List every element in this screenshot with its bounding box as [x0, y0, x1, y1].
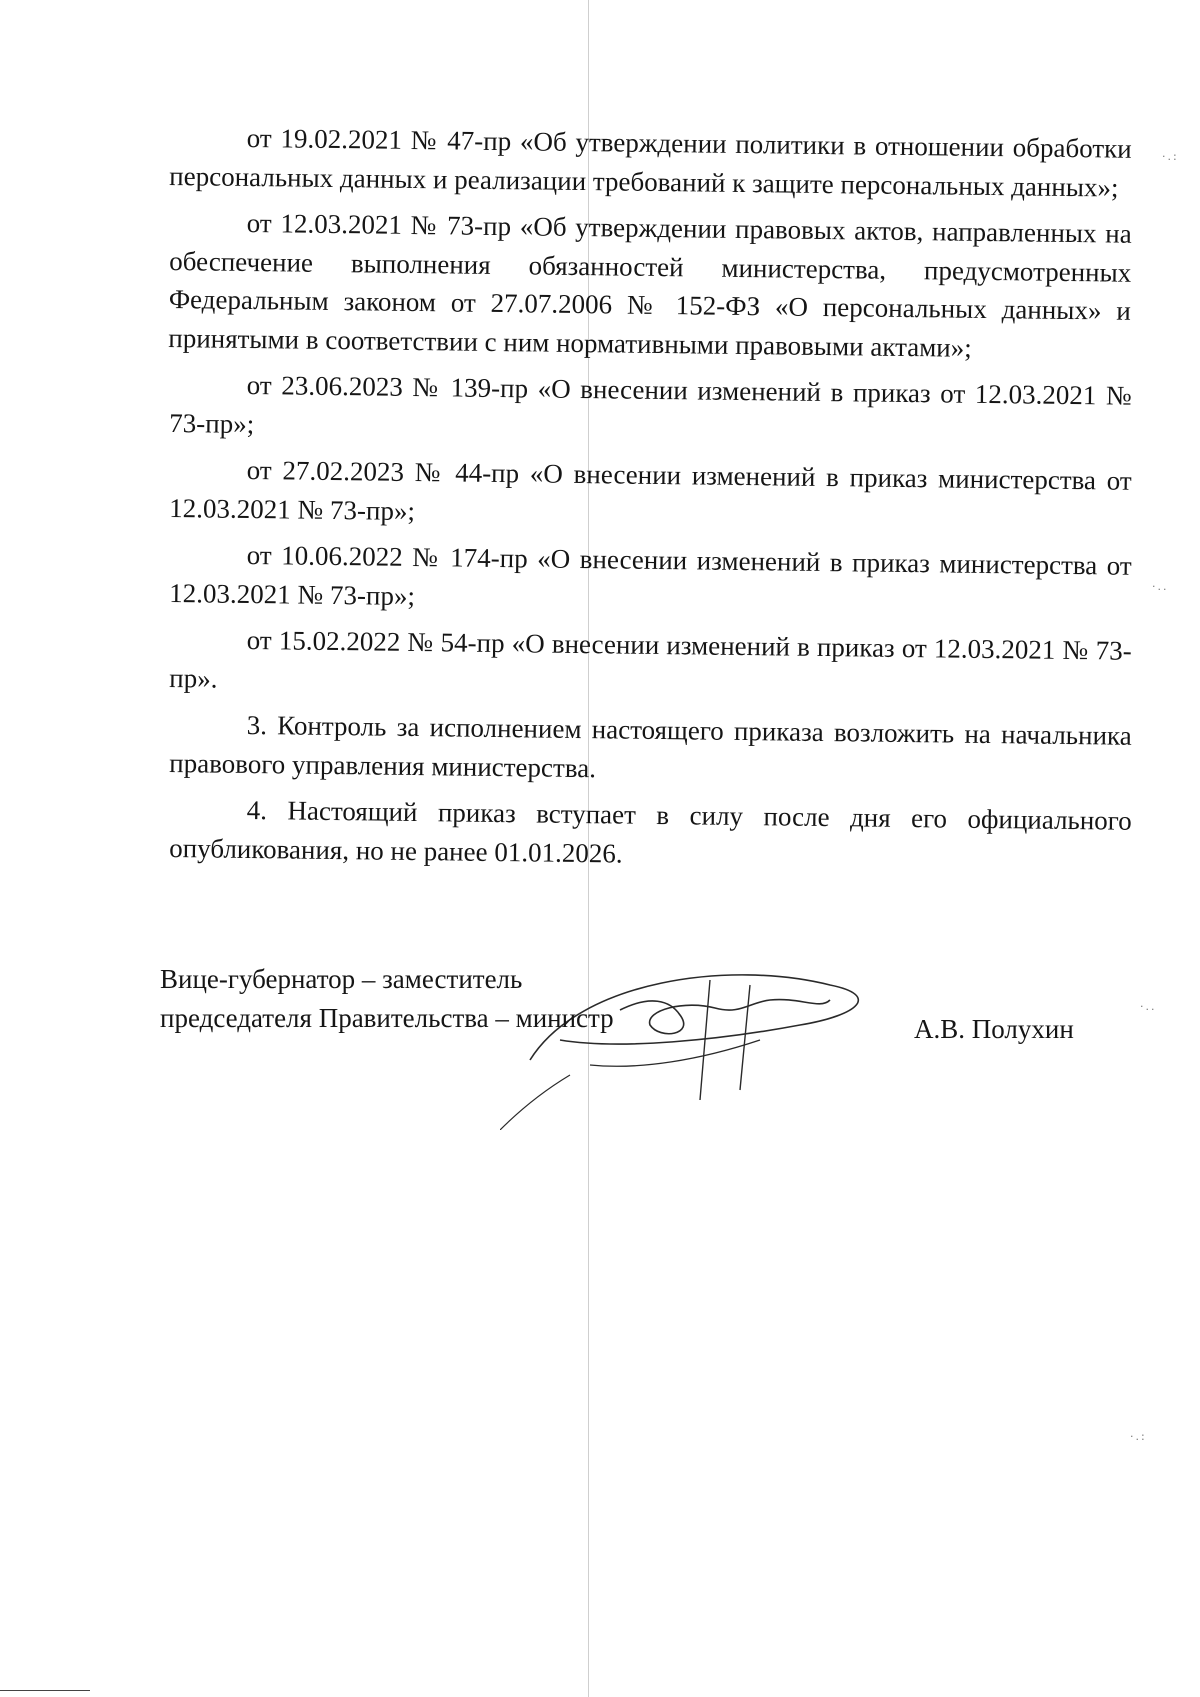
signatory-title-line-1: Вице-губернатор – заместитель [160, 964, 523, 994]
clause-3-control: 3. Контроль за исполнением настоящего приказа возложить на начальника правового управления министерства. [169, 709, 1132, 783]
scan-speck: ·.: [1130, 1430, 1147, 1443]
signatory-title-line-2: председателя Правительства – министр [160, 1003, 614, 1033]
list-item-order-174: от 10.06.2022 № 174-пр «О внесении изменений в приказ министерства от 12.03.2021 № 73-пр»; [169, 539, 1132, 611]
scan-speck: ·.. [1140, 1000, 1157, 1013]
list-item-order-73: от 12.03.2021 № 73-пр «Об утверждении правовых актов, направленных на обеспечение выполнения обязанностей министерства, предусмотренных Федеральным законом от 27.07.2006 № 152-ФЗ «О персональных данных» и принятыми в соответствии с ним нормативными правовыми актами»; [168, 207, 1132, 363]
scan-edge-mark [0, 1690, 90, 1691]
signature-block [160, 960, 1120, 1044]
clause-4-effective-date: 4. Настоящий приказ вступает в силу после дня его официального опубликования, но не ранее 01.01.2026. [169, 794, 1132, 869]
document-body [170, 118, 1132, 875]
list-item-order-47: от 19.02.2021 № 47-пр «Об утверждении политики в отношении обработки персональных данных и реализации требований к защите персональных данных»; [169, 122, 1132, 203]
list-item-order-44: от 27.02.2023 № 44-пр «О внесении изменений в приказ министерства от 12.03.2021 № 73-пр»; [169, 454, 1132, 526]
list-item-order-54: от 15.02.2022 № 54-пр «О внесении изменений в приказ от 12.03.2021 № 73-пр». [169, 624, 1132, 694]
list-item-order-139: от 23.06.2023 № 139-пр «О внесении изменений в приказ от 12.03.2021 № 73-пр»; [169, 369, 1132, 439]
scan-speck: ·.. [1152, 580, 1169, 593]
scan-speck: ·.: [1162, 150, 1179, 163]
signatory-name: А.В. Полухин [914, 1014, 1074, 1044]
